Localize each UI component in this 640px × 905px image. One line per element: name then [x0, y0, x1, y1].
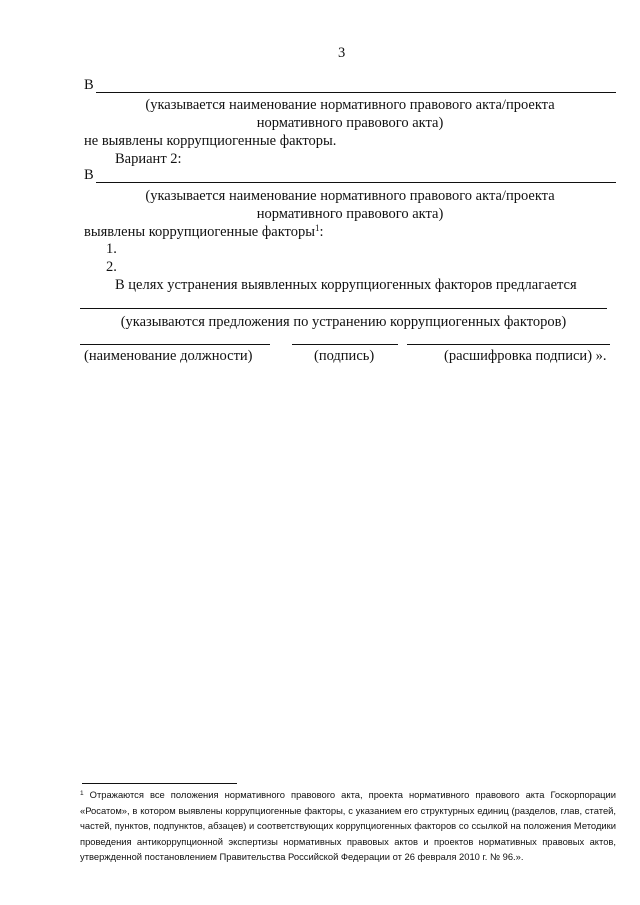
variant2-hint-line2: нормативного правового акта) [256, 206, 444, 222]
variant1-hint-line1: (указывается наименование нормативного правового акта/проекта [145, 97, 555, 113]
proposal-hint: (указываются предложения по устранению коррупциогенных факторов) [120, 314, 567, 330]
variant1-hint-line2: нормативного правового акта) [256, 115, 444, 131]
variant2-conclusion [84, 224, 323, 241]
variant1-fill-line [96, 92, 616, 93]
variant2-heading: Вариант 2: [115, 151, 182, 167]
variant2-fill-line [96, 182, 616, 183]
variant1-prefix: В [84, 77, 94, 93]
decode-line [407, 344, 610, 345]
variant2-conclusion-colon: : [319, 224, 324, 240]
footnote-text: Отражаются все положения нормативного правового акта, проекта нормативного правового акта Госкорпорации «Росатом», в котором выявлены коррупциогенные факторы, с указанием его структурных единиц (разделов, глав, статей, частей, пунктов, подпунктов, абзацев) и соответствующих коррупциогенных факторов со ссылкой на положения Методики проведения антикоррупционной экспертизы нормативных правовых актов и проектов нормативных правовых актов, утвержденной постановлением Правительства Российской Федерации от 26 февраля 2010 г. № 96.». [80, 789, 616, 863]
list-item-2: 2. [106, 259, 117, 275]
position-line [80, 344, 270, 345]
proposal-fill-line [80, 308, 607, 309]
position-label: (наименование должности) [84, 348, 253, 364]
variant2-conclusion-text: выявлены коррупциогенные факторы [84, 224, 315, 240]
decode-label: (расшифровка подписи) ». [444, 348, 607, 364]
variant1-conclusion: не выявлены коррупциогенные факторы. [84, 133, 337, 149]
footnote-mark: 1 [80, 790, 84, 797]
footnote [80, 787, 616, 865]
page-number: 3 [338, 45, 346, 61]
proposal-text: В целях устранения выявленных коррупциогенных факторов предлагается [115, 277, 577, 293]
variant2-prefix: В [84, 167, 94, 183]
signature-line [292, 344, 398, 345]
footnote-separator [82, 783, 237, 784]
signature-label: (подпись) [314, 348, 375, 364]
list-item-1: 1. [106, 241, 117, 257]
variant2-hint-line1: (указывается наименование нормативного правового акта/проекта [145, 188, 555, 204]
footnote-ref: 1 [314, 223, 320, 233]
